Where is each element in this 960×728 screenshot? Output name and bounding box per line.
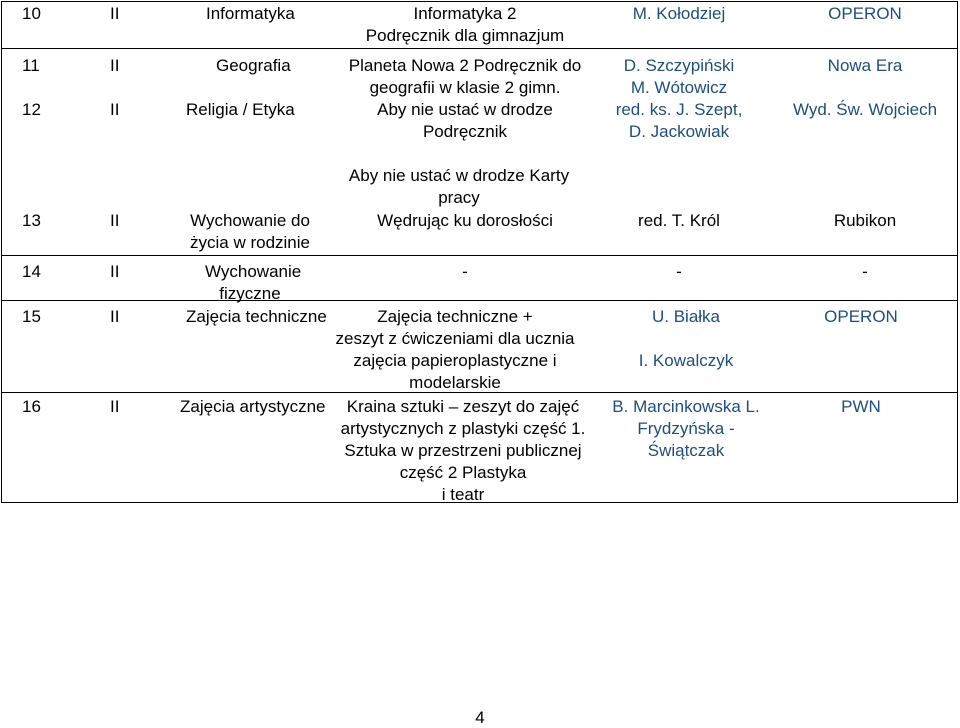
subject-cell: fizyczne <box>219 284 281 303</box>
title-cell: Informatyka 2 <box>413 4 517 23</box>
title-cell: Podręcznik <box>422 122 508 141</box>
row-number: 14 <box>22 262 41 281</box>
class-cell: II <box>110 307 120 326</box>
table-row-divider <box>1 255 958 256</box>
row-number: 12 <box>22 100 41 119</box>
title-cell: zajęcia papieroplastyczne i <box>353 351 557 370</box>
publisher-cell: - <box>862 262 868 281</box>
publisher-cell: OPERON <box>824 307 898 326</box>
subject-cell: Religia / Etyka <box>186 100 295 119</box>
publisher-cell: PWN <box>841 397 881 416</box>
class-cell: II <box>110 100 120 119</box>
title-cell: Kraina sztuki – zeszyt do zajęć <box>346 397 580 416</box>
subject-cell: życia w rodzinie <box>190 233 310 252</box>
class-cell: II <box>110 262 120 281</box>
subject-cell: Zajęcia artystyczne <box>180 397 326 416</box>
author-cell: D. Jackowiak <box>628 122 730 141</box>
title-cell: modelarskie <box>409 373 501 392</box>
author-cell: - <box>676 262 682 281</box>
title-cell: Zajęcia techniczne + <box>377 307 533 326</box>
publisher-cell: Rubikon <box>833 211 897 230</box>
author-cell: red. ks. J. Szept, <box>615 100 743 119</box>
title-cell: pracy <box>438 188 480 207</box>
class-cell: II <box>110 211 120 230</box>
author-cell: B. Marcinkowska L. <box>612 397 760 416</box>
title-cell: i teatr <box>441 485 485 504</box>
title-cell: zeszyt z ćwiczeniami dla ucznia <box>335 329 575 348</box>
title-cell: Aby nie ustać w drodze <box>377 100 553 119</box>
author-cell: U. Białka <box>651 307 721 326</box>
publisher-cell: Wyd. Św. Wojciech <box>792 100 938 119</box>
row-number: 16 <box>22 397 41 416</box>
publisher-cell: Nowa Era <box>827 56 903 75</box>
title-cell: Wędrując ku dorosłości <box>377 211 553 230</box>
subject-cell: Informatyka <box>206 4 295 23</box>
table-border-left <box>1 1 2 503</box>
subject-cell: Zajęcia techniczne <box>186 307 327 326</box>
author-cell: M. Wótowicz <box>630 78 728 97</box>
subject-cell: Wychowanie do <box>190 211 310 230</box>
author-cell: red. T. Król <box>638 211 720 230</box>
title-cell: Sztuka w przestrzeni publicznej <box>344 441 582 460</box>
class-cell: II <box>110 56 120 75</box>
class-cell: II <box>110 397 120 416</box>
author-cell: M. Kołodziej <box>632 4 726 23</box>
publisher-cell: OPERON <box>828 4 902 23</box>
table-row-divider <box>1 48 958 49</box>
author-cell: I. Kowalczyk <box>638 351 734 370</box>
table-border-right <box>957 1 958 503</box>
title-cell: Aby nie ustać w drodze Karty <box>348 166 570 185</box>
class-cell: II <box>110 4 120 23</box>
page-number: 4 <box>475 708 485 727</box>
title-cell: geografii w klasie 2 gimn. <box>369 78 561 97</box>
title-cell: Planeta Nowa 2 Podręcznik do <box>348 56 582 75</box>
title-cell: część 2 Plastyka <box>399 463 527 482</box>
row-number: 15 <box>22 307 41 326</box>
author-cell: D. Szczypiński <box>623 56 735 75</box>
author-cell: Frydzyńska - <box>637 419 735 438</box>
row-number: 11 <box>22 56 40 75</box>
title-cell: artystycznych z plastyki część 1. <box>340 419 586 438</box>
subject-cell: Wychowanie <box>205 262 302 281</box>
row-number: 13 <box>22 211 41 230</box>
subject-cell: Geografia <box>216 56 291 75</box>
title-cell: Podręcznik dla gimnazjum <box>365 26 565 45</box>
table-border-top <box>1 1 958 2</box>
author-cell: Świątczak <box>647 441 725 460</box>
title-cell: - <box>462 262 468 281</box>
table-row-divider <box>1 300 958 301</box>
row-number: 10 <box>22 4 41 23</box>
